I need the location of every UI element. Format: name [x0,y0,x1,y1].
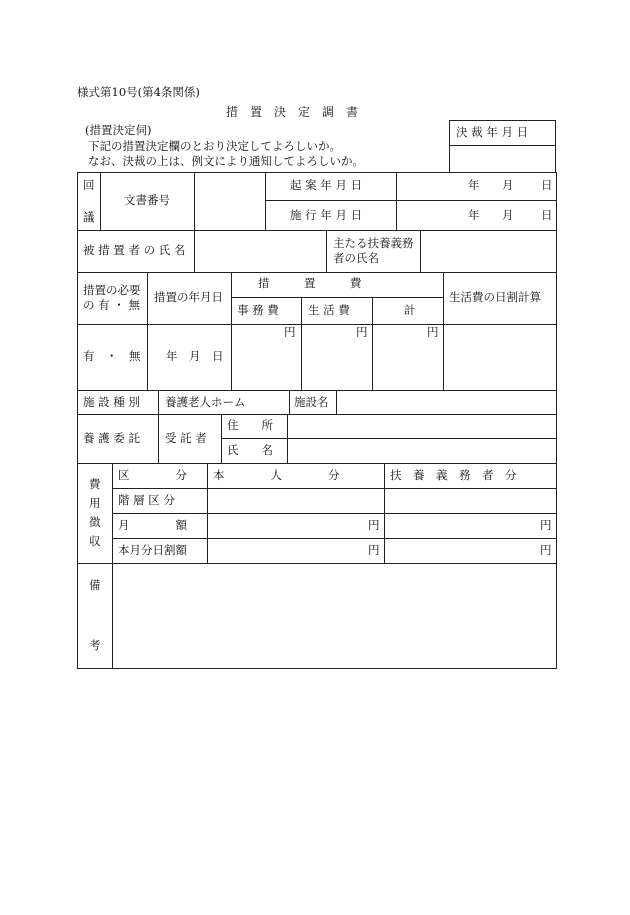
form-number: 様式第10号(第4条関係) [77,85,200,99]
person-name-field[interactable] [195,231,325,271]
person-name-label: 被 措 置 者 の 氏 名 [83,243,186,257]
intro-line-1: 下記の措置決定欄のとおり決定してよろしいか。 [88,139,341,153]
cost-collection-char-2: 用 [89,496,101,510]
monthly-label: 月 額 [118,518,187,532]
circulation-label-top: 回 [83,178,95,192]
name-label: 氏 名 [227,443,273,457]
cost-collection-char-4: 収 [89,534,101,548]
page-title: 措 置 決 定 調 書 [226,105,359,119]
daily-supporter-yen: 円 [540,543,552,557]
cost-collection-char-3: 徴 [89,515,101,529]
supporter-label-line1: 主たる扶養義務 [333,236,414,250]
cost-collection-char-1: 費 [89,477,101,491]
care-label: 養 護 委 託 [83,431,140,445]
measure-date-ymd: 年 月 日 [166,349,224,363]
facility-name-label: 施設名 [294,395,329,409]
daily-self-yen: 円 [368,543,380,557]
address-label: 住 所 [227,418,273,432]
intro-heading: (措置決定伺) [85,123,152,137]
daily-calc-label: 生活費の日割計算 [449,290,541,304]
enforce-month: 月 [502,208,514,222]
remarks-label-top: 備 [89,578,101,592]
draft-year: 年 [468,178,480,192]
supporter-name-field[interactable] [421,231,555,271]
intro-line-2: なお、決裁の上は、例文により通知してよろしいか。 [88,154,364,168]
measure-date-label: 措置の年月日 [154,290,223,304]
trustee-label: 受 託 者 [165,431,207,445]
draft-date-label: 起 案 年 月 日 [290,178,363,192]
living-cost-field[interactable] [302,340,371,389]
daily-label: 本月分日割額 [118,543,187,557]
supporter-label-line2: 者の氏名 [333,251,379,265]
trustee-address-field[interactable] [288,415,555,437]
tier-label: 階 層 区 分 [118,493,175,507]
facility-type-value: 養護老人ホーム [165,395,246,409]
enforce-day: 日 [541,208,553,222]
living-cost-label: 生 活 費 [308,303,350,317]
tier-self-field[interactable] [208,489,383,512]
self-share-label: 本 人 分 [213,468,340,482]
supporter-share-label: 扶 養 義 務 者 分 [390,468,517,482]
draft-day: 日 [541,178,553,192]
yes-no-option[interactable]: 有 ・ 無 [83,349,141,363]
remarks-field[interactable] [113,564,555,667]
enforce-date-label: 施 行 年 月 日 [290,208,363,222]
remarks-label-bottom: 考 [89,638,101,652]
doc-number-label: 文書番号 [124,193,170,207]
facility-type-label: 施 設 種 別 [83,395,140,409]
necessity-label-line2: の 有 ・ 無 [83,298,140,312]
total-yen: 円 [427,325,439,339]
monthly-supporter-yen: 円 [540,518,552,532]
doc-number-field[interactable] [195,173,264,229]
draft-month: 月 [502,178,514,192]
measure-cost-label: 措 置 費 [258,276,362,290]
category-label: 区 分 [118,468,187,482]
living-cost-yen: 円 [356,325,368,339]
decision-date-label: 決 裁 年 月 日 [456,125,529,139]
trustee-name-field[interactable] [288,439,555,462]
necessity-label-line1: 措置の必要 [83,283,141,297]
decision-date-field[interactable] [450,146,555,172]
facility-name-field[interactable] [337,391,555,413]
total-label: 計 [404,303,416,317]
office-cost-label: 事 務 費 [237,303,279,317]
tier-supporter-field[interactable] [385,489,555,512]
daily-calc-field[interactable] [444,325,555,389]
enforce-year: 年 [468,208,480,222]
office-cost-field[interactable] [232,340,300,389]
circulation-label-bottom: 議 [83,210,95,224]
office-cost-yen: 円 [284,325,296,339]
total-field[interactable] [373,340,442,389]
monthly-self-yen: 円 [368,518,380,532]
